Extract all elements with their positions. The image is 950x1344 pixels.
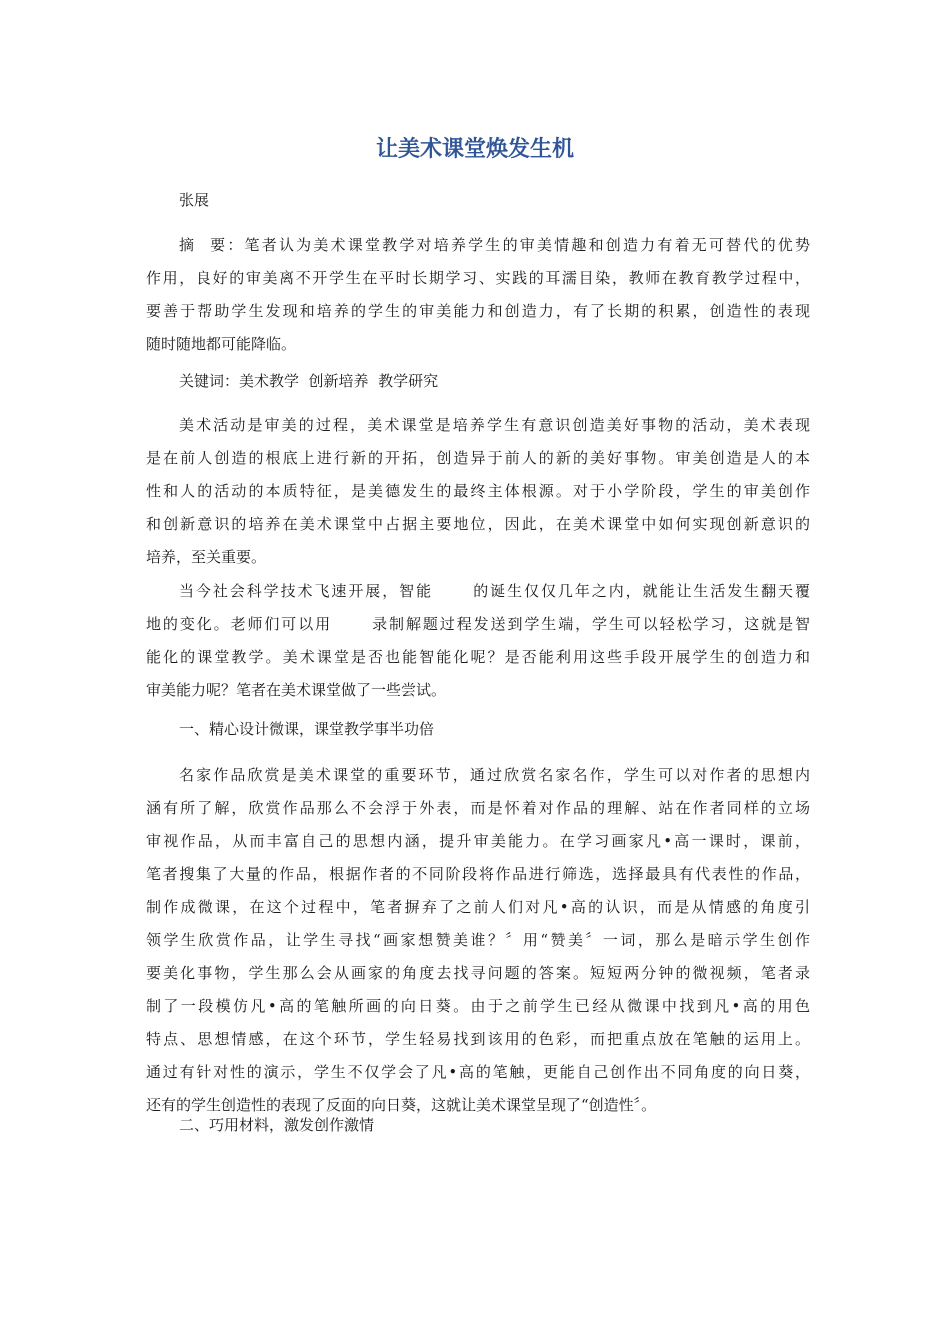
keywords-line: 关键词：美术教学 创新培养 教学研究 xyxy=(179,372,439,390)
paragraph-line: 审美能力呢？笔者在美术课堂做了一些尝试。 xyxy=(146,681,447,699)
paragraph-line: 能化的课堂教学。美术课堂是否也能智能化呢？是否能利用这些手段开展学生的创造力和 xyxy=(146,648,810,666)
paragraph-line: 还有的学生创造性的表现了反面的向日葵，这就让美术课堂呈现了“创造性〞。 xyxy=(146,1096,657,1114)
paragraph-2 xyxy=(146,575,810,707)
paragraph-line: 培养，至关重要。 xyxy=(146,548,267,566)
paragraph-line: 美术活动是审美的过程，美术课堂是培养学生有意识创造美好事物的活动，美术表现 xyxy=(179,416,810,434)
paragraph-line: 性和人的活动的本质特征，是美德发生的最终主体根源。对于小学阶段，学生的审美创作 xyxy=(146,482,810,500)
paragraph-line: 当今社会科学技术飞速开展，智能 的诞生仅仅几年之内，就能让生活发生翻天覆 xyxy=(179,582,810,600)
paragraph-line: 特点、思想情感，在这个环节，学生轻易找到该用的色彩，而把重点放在笔触的运用上。 xyxy=(146,1030,810,1048)
paragraph-3 xyxy=(146,759,810,1122)
paragraph-line: 名家作品欣赏是美术课堂的重要环节，通过欣赏名家名作，学生可以对作者的思想内 xyxy=(179,766,810,784)
abstract-line: 要善于帮助学生发现和培养的学生的审美能力和创造力，有了长期的积累，创造性的表现 xyxy=(146,302,810,320)
author xyxy=(146,184,843,217)
keywords xyxy=(146,365,810,398)
abstract-line: 作用，良好的审美离不开学生在平时长期学习、实践的耳濡目染，教师在教育教学过程中， xyxy=(146,269,810,287)
section-heading-1 xyxy=(146,713,810,746)
paragraph-line: 和创新意识的培养在美术课堂中占据主要地位，因此，在美术课堂中如何实现创新意识的 xyxy=(146,515,810,533)
abstract-line: 随时随地都可能降临。 xyxy=(146,335,297,353)
paragraph-line: 涵有所了解，欣赏作品那么不会浮于外表，而是怀着对作品的理解、站在作者同样的立场 xyxy=(146,799,810,817)
paragraph-line: 地的变化。老师们可以用 录制解题过程发送到学生端，学生可以轻松学习，这就是智 xyxy=(146,615,810,633)
paragraph-line: 是在前人创造的根底上进行新的开拓，创造异于前人的新的美好事物。审美创造是人的本 xyxy=(146,449,810,467)
paragraph-line: 制了一段模仿凡•高的笔触所画的向日葵。由于之前学生已经从微课中找到凡•高的用色 xyxy=(146,997,810,1015)
paragraph-line: 审视作品，从而丰富自己的思想内涵，提升审美能力。在学习画家凡•高一课时，课前， xyxy=(146,832,810,850)
abstract xyxy=(146,229,810,361)
heading-line: 一、精心设计微课，课堂教学事半功倍 xyxy=(179,720,435,738)
paragraph-line: 通过有针对性的演示，学生不仅学会了凡•高的笔触，更能自己创作出不同角度的向日葵， xyxy=(146,1063,810,1081)
paragraph-line: 要美化事物，学生那么会从画家的角度去找寻问题的答案。短短两分钟的微视频，笔者录 xyxy=(146,964,810,982)
author-name: 张展 xyxy=(179,191,210,209)
abstract-line: 摘 要：笔者认为美术课堂教学对培养学生的审美情趣和创造力有着无可替代的优势 xyxy=(179,236,810,254)
paragraph-line: 笔者搜集了大量的作品，根据作者的不同阶段将作品进行筛选，选择最具有代表性的作品， xyxy=(146,865,810,883)
document-title: 让美术课堂焕发生机 xyxy=(375,137,574,162)
paragraph-1 xyxy=(146,409,810,574)
section-heading-2 xyxy=(146,1109,810,1142)
paragraph-line: 领学生欣赏作品，让学生寻找“画家想赞美谁？〞用“赞美〞一词，那么是暗示学生创作 xyxy=(146,931,810,949)
heading-line: 二、巧用材料，激发创作激情 xyxy=(179,1116,375,1134)
paragraph-line: 制作成微课，在这个过程中，笔者摒弃了之前人们对凡•高的认识，而是从情感的角度引 xyxy=(146,898,810,916)
